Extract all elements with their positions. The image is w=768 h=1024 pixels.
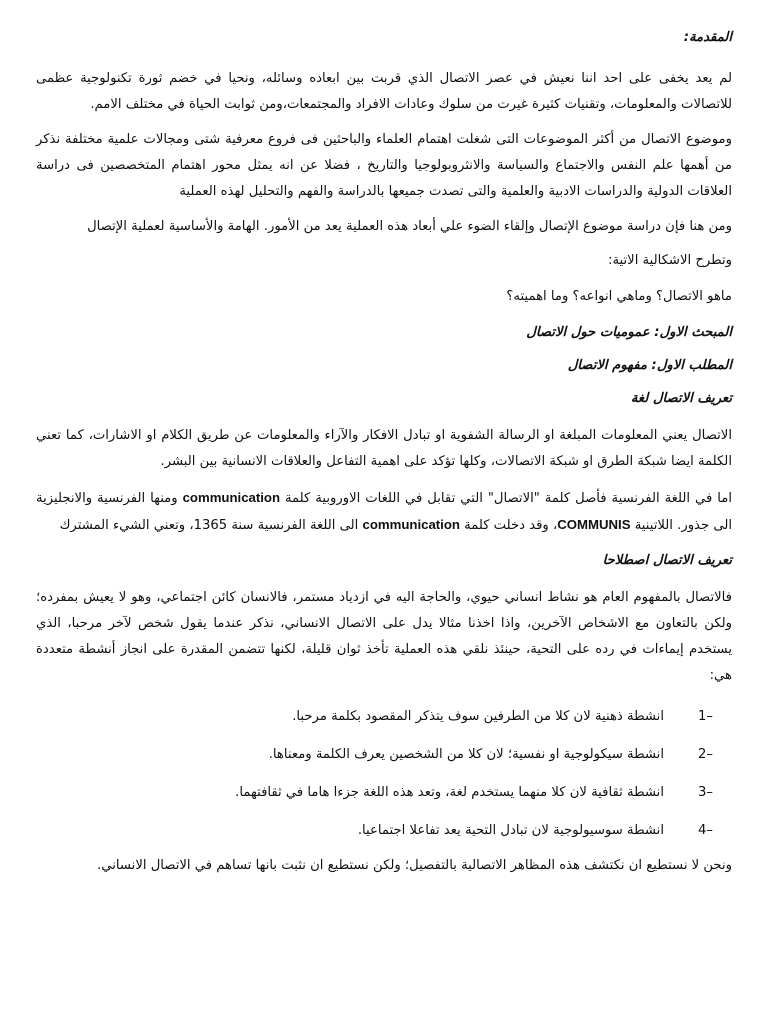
research-questions: ماهو الاتصال؟ وماهي انواعه؟ وما اهميته؟ <box>506 289 732 304</box>
list-item-number: 1– <box>698 709 713 724</box>
word-origin-text-1: اما في اللغة الفرنسية فأصل كلمة "الاتصال" التي تقابل في اللغات الاوروبية كلمة <box>280 491 733 506</box>
list-item-text: انشطة ثقافية لان كلا منهما يستخدم لغة، وتعد هذه اللغة جزءا هاما في ثقافتهما. <box>235 785 664 800</box>
intro-heading: المقدمة: <box>683 30 732 45</box>
activities-list <box>36 705 732 843</box>
list-item-text: انشطة ذهنية لان كلا من الطرفين سوف يتذكر المقصود بكلمة مرحبا. <box>292 709 664 724</box>
intro-paragraph-2: وموضوع الاتصال من أكثر الموضوعات التى شغلت اهتمام العلماء والباحثين فى فروع معرفية شتى ومجالات علمية مختلفة نذكر من أهمها علم النفس والاجتماع والسياسة والانثروبولوجيا والتاريخ ، فضلا عن انه يمثل محور اهتمام المتخصصين فى دراسة العلاقات الدولية والدراسات الادبية والعلمية والتى تصدت جميعها بالدراسة والفهم والتحليل لهذه العملية <box>36 132 732 199</box>
word-origin-paragraph <box>36 485 732 539</box>
list-item-number: 2– <box>698 747 713 762</box>
list-item <box>36 819 732 843</box>
list-item-number: 3– <box>698 785 713 800</box>
word-origin-text-2: ومنها الفرنسية والانجليزية الى جذور. اللاتينية <box>36 491 732 533</box>
latin-term-communication-2: communication <box>362 517 460 532</box>
intro-paragraph-3: ومن هنا فإن دراسة موضوع الإتصال وإلقاء الضوء علي أبعاد هذه العملية يعد من الأمور. الهامة والأساسية لعملية الإتصال <box>87 219 732 234</box>
list-item <box>36 781 732 805</box>
list-item <box>36 705 732 729</box>
latin-term-communis: COMMUNIS <box>557 517 631 532</box>
section-heading: المبحث الاول: عموميات حول الاتصال <box>526 325 732 340</box>
linguistic-definition-paragraph: الاتصال يعني المعلومات المبلغة او الرسالة الشفوية او تبادل الافكار والآراء والمعلومات عن طريق الكلام او الاشارات، كما تعني الكلمة ايضا شبكة الطرق او شبكة الاتصالات، وكلها تؤكد على اهمية التفاعل والعلاقات الانسانية بين البشر. <box>36 428 732 469</box>
problem-statement: وتطرح الاشكالية الاتية: <box>608 253 732 268</box>
subsection-heading: المطلب الاول: مفهوم الاتصال <box>567 358 732 373</box>
list-item-number: 4– <box>698 823 713 838</box>
linguistic-definition-heading: تعريف الاتصال لغة <box>630 391 732 406</box>
closing-paragraph: ونحن لا نستطيع ان نكتشف هذه المظاهر الاتصالية بالتفصيل؛ ولكن نستطيع ان نثبت بانها تساهم في الاتصال الانساني. <box>97 858 732 873</box>
intro-paragraph-1: لم يعد يخفى على احد اننا نعيش في عصر الاتصال الذي قربت بين ابعاده وسائله، ونحيا في خضم ثورة تكنولوجية عظمى للاتصالات والمعلومات، وتقنيات كثيرة غيرت من سلوك وعادات الافراد والمجتمعات،ومن ثوابت الحياة في مختلف الامم. <box>36 71 732 112</box>
terminology-definition-paragraph: فالاتصال بالمفهوم العام هو نشاط انساني حيوي، والحاجة اليه في ازدياد مستمر، فالانسان كائن اجتماعي، وهو لا يعيش بمفرده؛ ولكن بالتعاون مع الاشخاص الآخرين، واذا اخذنا مثالا يدل على الاتصال الانساني، نذكر عندما يقول شخص لآخر مرحبا، الذي يستخدم إيماءات في رده على التحية، حينئذ نلقي هذه العملية تأخذ ثوان قليلة، لكنها تتضمن المقدرة على انجاز أنشطة متعددة هي: <box>36 590 732 683</box>
list-item <box>36 743 732 767</box>
word-origin-text-3: ، وقد دخلت كلمة <box>459 518 558 533</box>
list-item-text: انشطة سيكولوجية او نفسية؛ لان كلا من الشخصين يعرف الكلمة ومعناها. <box>268 747 664 762</box>
latin-term-communication: communication <box>182 490 281 505</box>
list-item-text: انشطة سوسيولوجية لان تبادل التحية يعد تفاعلا اجتماعيا. <box>357 823 664 838</box>
terminology-definition-heading: تعريف الاتصال اصطلاحا <box>602 553 732 568</box>
word-origin-text-4: الى اللغة الفرنسية سنة 1365، وتعني الشيء المشترك <box>59 518 363 533</box>
